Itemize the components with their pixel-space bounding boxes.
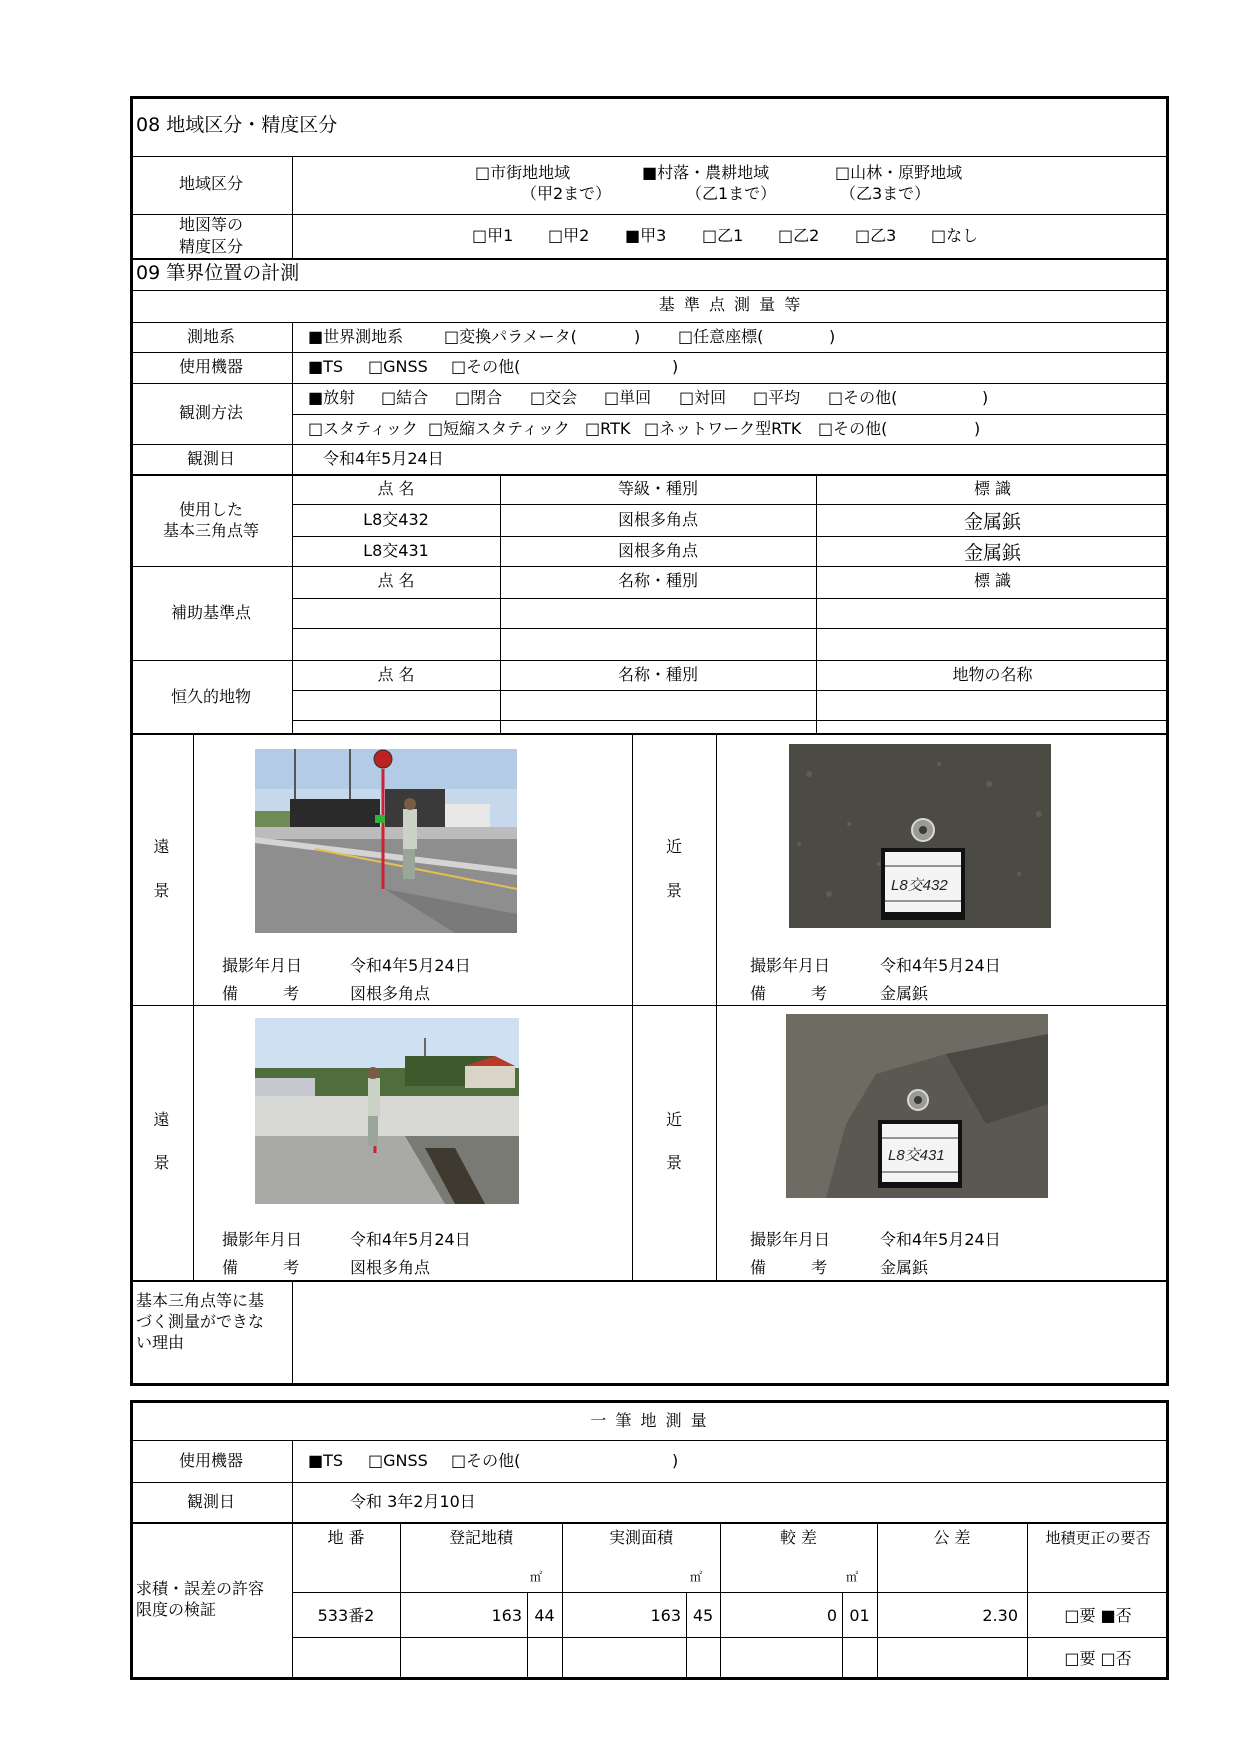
- row-divider: [130, 322, 1169, 323]
- row-difference-dec: 01: [849, 1606, 870, 1625]
- header-registered-area: 登記地積: [448, 1528, 513, 1547]
- method-option-pair[interactable]: □対回: [679, 388, 727, 407]
- points-header-grade: 等級・種別: [617, 479, 698, 498]
- row-correction-needed-empty[interactable]: □要 □否: [1064, 1649, 1132, 1668]
- row-divider: [130, 1280, 1169, 1282]
- photo-4-note-label: 備 考: [750, 1258, 848, 1277]
- method-option-closed[interactable]: □閉合: [455, 388, 503, 407]
- near-view-label-1: 近: [665, 837, 682, 856]
- row-correction-needed[interactable]: □要 ■否: [1064, 1606, 1132, 1625]
- row-tolerance: 2.30: [982, 1606, 1018, 1625]
- row-divider: [130, 383, 1169, 384]
- photo-2-note-label: 備 考: [750, 984, 848, 1003]
- datum-option-arbitrary[interactable]: □任意座標(: [678, 327, 764, 346]
- row-divider: [130, 660, 1169, 661]
- region-sub-forest: （乙3まで）: [840, 184, 931, 203]
- row-divider: [130, 444, 1169, 445]
- datum-option-world[interactable]: ■世界測地系: [308, 327, 404, 346]
- row-divider: [130, 1522, 1169, 1524]
- photo-1-note: 図根多角点: [350, 984, 431, 1003]
- photo-2-note: 金属鋲: [880, 984, 929, 1003]
- area-check-label-2: 限度の検証: [136, 1600, 217, 1619]
- row-divider: [130, 474, 1169, 476]
- datum-label: 測地系: [186, 327, 235, 346]
- map-option-ko1[interactable]: □甲1: [472, 226, 514, 245]
- row-divider: [130, 290, 1169, 291]
- photo-2-date: 令和4年5月24日: [880, 956, 1001, 975]
- photo-3-date-label: 撮影年月日: [222, 1230, 303, 1249]
- row-divider: [292, 414, 1169, 415]
- point-2-grade: 図根多角点: [617, 541, 698, 560]
- col-divider: [632, 733, 633, 1280]
- points-label-1: 使用した: [178, 500, 243, 519]
- permanent-feature-label: 恒久的地物: [170, 687, 251, 706]
- region-sub-city: （甲2まで）: [521, 184, 612, 203]
- photo-4-date-label: 撮影年月日: [750, 1230, 831, 1249]
- points-header-name: 点 名: [377, 479, 415, 498]
- point-1-mark: 金属鋲: [963, 511, 1021, 533]
- col-divider: [527, 1592, 528, 1680]
- parcel-survey-title: 一 筆 地 測 量: [590, 1411, 709, 1430]
- map-accuracy-label-1: 地図等の: [178, 215, 243, 234]
- survey-device-label: 使用機器: [178, 1451, 243, 1470]
- datum-option-transform[interactable]: □変換パラメータ(: [444, 327, 577, 346]
- near-view-label-2: 景: [665, 1153, 682, 1172]
- row-divider: [292, 1592, 1169, 1593]
- device-option-other[interactable]: □その他(: [451, 357, 521, 376]
- photo-3-note: 図根多角点: [350, 1258, 431, 1277]
- survey-device-ts[interactable]: ■TS: [308, 1451, 344, 1470]
- method-option-traverse[interactable]: □結合: [381, 388, 429, 407]
- row-registered-dec: 44: [534, 1606, 555, 1625]
- header-measured-area: 実測面積: [608, 1528, 673, 1547]
- reference-survey-subtitle: 基 準 点 測 量 等: [658, 295, 803, 314]
- header-correction-needed: 地積更正の要否: [1045, 1529, 1151, 1547]
- photo-1-date: 令和4年5月24日: [350, 956, 471, 975]
- unit-registered: ㎡: [530, 1570, 543, 1584]
- col-divider: [292, 1280, 293, 1386]
- photo-1-note-label: 備 考: [222, 984, 320, 1003]
- observation-date-value: 令和4年5月24日: [323, 449, 444, 468]
- region-label: 地域区分: [178, 174, 243, 193]
- reason-label-1: 基本三角点等に基: [136, 1291, 265, 1310]
- row-lot-number: 533番2: [317, 1606, 375, 1625]
- survey-date-label: 観測日: [186, 1492, 235, 1511]
- aux-point-label: 補助基準点: [170, 603, 251, 622]
- row-difference-int: 0: [826, 1606, 837, 1625]
- far-view-label-1: 遠: [153, 1110, 170, 1129]
- method-option-rapid-static[interactable]: □短縮スタティック: [428, 419, 570, 438]
- device-option-gnss[interactable]: □GNSS: [368, 357, 428, 376]
- header-lot-number: 地 番: [327, 1528, 365, 1547]
- map-option-ko2[interactable]: □甲2: [548, 226, 590, 245]
- method-option-other-2[interactable]: □その他(: [818, 419, 888, 438]
- row-divider: [130, 214, 1169, 215]
- row-divider: [130, 1440, 1169, 1441]
- perm-header-feature: 地物の名称: [952, 665, 1033, 684]
- point-2-name: L8交431: [363, 541, 429, 560]
- region-option-city[interactable]: □市街地地域: [475, 163, 571, 182]
- method-option-other[interactable]: □その他(: [828, 388, 898, 407]
- row-divider: [130, 566, 1169, 567]
- header-difference: 較 差: [779, 1528, 818, 1547]
- region-option-forest[interactable]: □山林・原野地域: [835, 163, 963, 182]
- far-view-photo: [255, 1018, 519, 1204]
- far-view-photo: [255, 749, 517, 933]
- method-option-other-close: ): [982, 388, 989, 407]
- region-sub-village: （乙1まで）: [686, 184, 777, 203]
- section-09-title: 09 筆界位置の計測: [136, 262, 300, 284]
- unit-measured: ㎡: [690, 1570, 703, 1584]
- point-1-grade: 図根多角点: [617, 510, 698, 529]
- device-option-ts[interactable]: ■TS: [308, 357, 344, 376]
- photo-4-date: 令和4年5月24日: [880, 1230, 1001, 1249]
- row-measured-int: 163: [650, 1606, 681, 1625]
- col-divider: [292, 156, 293, 258]
- row-divider: [292, 720, 1169, 721]
- row-divider: [292, 1637, 1169, 1638]
- area-check-label-1: 求積・誤差の許容: [136, 1579, 265, 1598]
- survey-date-value: 令和 3年2月10日: [350, 1492, 476, 1511]
- photo-1-date-label: 撮影年月日: [222, 956, 303, 975]
- near-view-label-2: 景: [665, 881, 682, 900]
- reason-label-3: い理由: [136, 1333, 185, 1352]
- row-registered-int: 163: [491, 1606, 522, 1625]
- col-divider: [193, 733, 194, 1280]
- row-measured-dec: 45: [692, 1606, 714, 1625]
- datum-option-arbitrary-close: ): [829, 327, 836, 346]
- method-option-radial[interactable]: ■放射: [308, 388, 356, 407]
- method-label: 観測方法: [178, 403, 243, 422]
- header-tolerance: 公 差: [933, 1528, 971, 1547]
- method-option-single[interactable]: □単回: [604, 388, 652, 407]
- far-view-label-2: 景: [153, 1153, 170, 1172]
- reason-label-2: づく測量ができな: [136, 1312, 265, 1331]
- map-option-none[interactable]: □なし: [931, 226, 979, 245]
- row-divider: [292, 504, 1169, 505]
- photo-3-note-label: 備 考: [222, 1258, 320, 1277]
- row-divider: [130, 258, 1169, 260]
- col-divider: [686, 1592, 687, 1680]
- near-view-photo: [786, 1014, 1048, 1198]
- perm-header-name: 点 名: [377, 665, 415, 684]
- far-view-label-1: 遠: [153, 837, 170, 856]
- row-divider: [130, 156, 1169, 157]
- col-divider: [716, 733, 717, 1280]
- point-1-name: L8交432: [363, 510, 429, 529]
- board-label: L8交431: [888, 1147, 945, 1164]
- device-option-other-close: ): [672, 357, 679, 376]
- far-view-label-2: 景: [153, 881, 170, 900]
- photo-2-date-label: 撮影年月日: [750, 956, 831, 975]
- aux-header-mark: 標 識: [973, 571, 1012, 590]
- method-option-intersection[interactable]: □交会: [530, 388, 578, 407]
- device-label: 使用機器: [178, 357, 243, 376]
- map-option-ko3[interactable]: ■甲3: [625, 226, 667, 245]
- board-label: L8交432: [891, 877, 948, 894]
- method-option-static[interactable]: □スタティック: [308, 419, 418, 438]
- map-accuracy-label-2: 精度区分: [178, 237, 243, 256]
- aux-header-type: 名称・種別: [617, 571, 698, 590]
- row-divider: [130, 1005, 1169, 1006]
- near-view-photo: [789, 744, 1051, 928]
- col-divider: [292, 1440, 293, 1680]
- method-option-other-2-close: ): [974, 419, 981, 438]
- near-view-label-1: 近: [665, 1110, 682, 1129]
- region-option-village[interactable]: ■村落・農耕地域: [642, 163, 770, 182]
- observation-date-label: 観測日: [186, 449, 235, 468]
- method-option-network-rtk[interactable]: □ネットワーク型RTK: [644, 419, 802, 438]
- photo-3-date: 令和4年5月24日: [350, 1230, 471, 1249]
- point-2-mark: 金属鋲: [963, 542, 1021, 564]
- survey-device-gnss[interactable]: □GNSS: [368, 1451, 428, 1470]
- points-header-mark: 標 識: [973, 479, 1012, 498]
- row-divider: [130, 733, 1169, 735]
- col-divider: [842, 1592, 843, 1680]
- datum-option-transform-close: ): [634, 327, 641, 346]
- row-divider: [130, 1482, 1169, 1483]
- map-option-otsu3[interactable]: □乙3: [855, 226, 897, 245]
- row-divider: [292, 690, 1169, 691]
- survey-device-other-close: ): [672, 1451, 679, 1470]
- photo-4-note: 金属鋲: [880, 1258, 929, 1277]
- unit-difference: ㎡: [846, 1570, 859, 1584]
- survey-device-other[interactable]: □その他(: [451, 1451, 521, 1470]
- map-option-otsu2[interactable]: □乙2: [778, 226, 820, 245]
- method-option-average[interactable]: □平均: [753, 388, 801, 407]
- map-option-otsu1[interactable]: □乙1: [702, 226, 744, 245]
- row-divider: [292, 598, 1169, 599]
- row-divider: [292, 536, 1169, 537]
- perm-header-type: 名称・種別: [617, 665, 698, 684]
- row-divider: [130, 352, 1169, 353]
- method-option-rtk[interactable]: □RTK: [585, 419, 631, 438]
- row-divider: [292, 628, 1169, 629]
- section-08-title: 08 地域区分・精度区分: [136, 114, 338, 136]
- aux-header-name: 点 名: [377, 571, 415, 590]
- points-label-2: 基本三角点等: [162, 521, 259, 540]
